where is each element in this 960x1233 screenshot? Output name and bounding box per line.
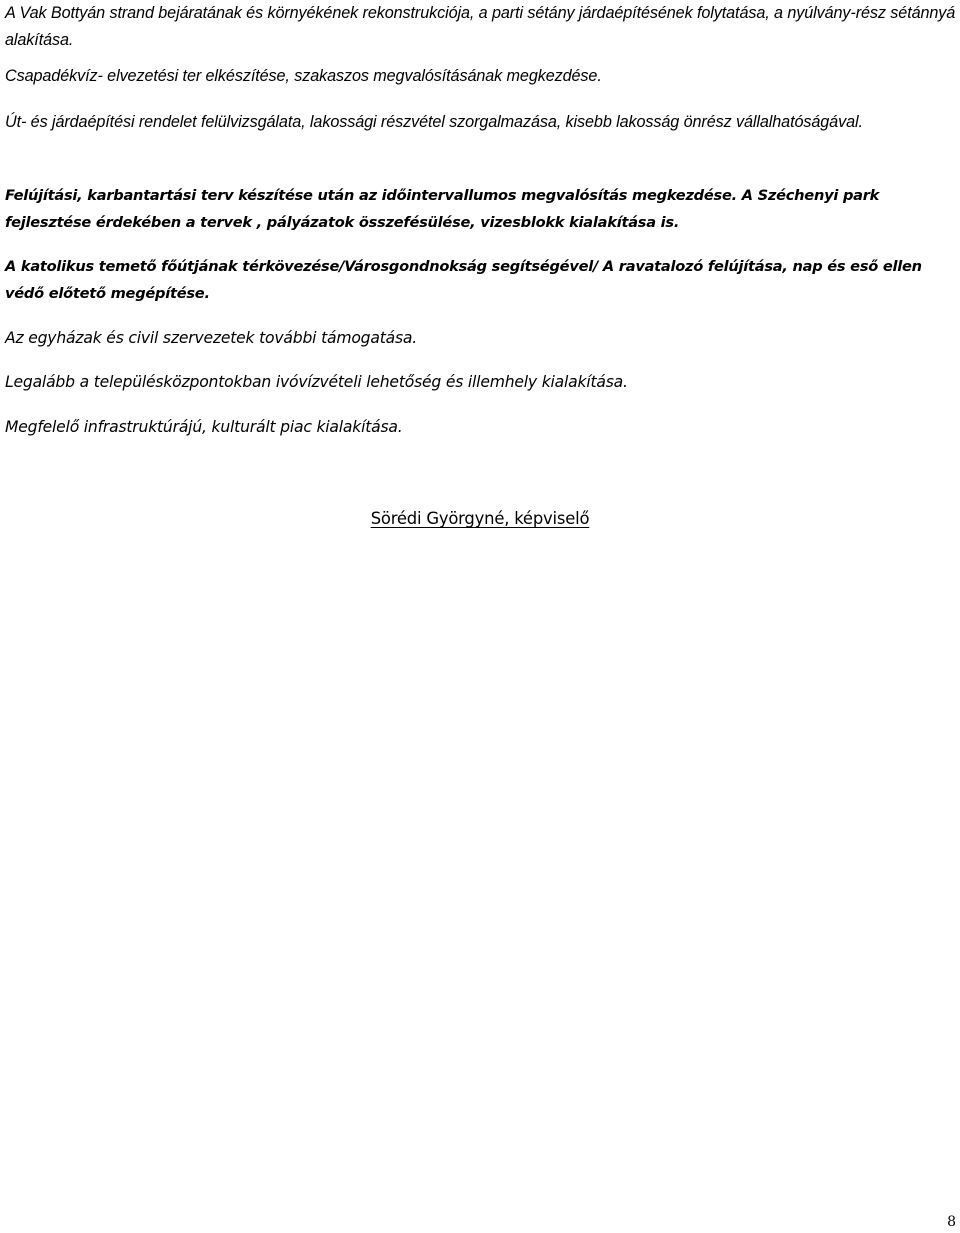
paragraph-cemetery-road: A katolikus temető főútjának térkövezése/Városgondnokság segítségével/ A ravatalozó felújítása, nap és eső ellen védő előtető megépítése. <box>5 258 922 302</box>
paragraph-stormwater-drainage: Csapadékvíz- elvezetési ter elkészítése, szakaszos megvalósításának megkezdése. <box>5 67 602 85</box>
paragraph-drinking-water: Legalább a településközpontokban ivóvízvételi lehetőség és illemhely kialakítása. <box>5 373 628 391</box>
paragraph-church-support: Az egyházak és civil szervezetek további támogatása. <box>5 329 418 347</box>
paragraph-strand-reconstruction: A Vak Bottyán strand bejáratának és környékének rekonstrukciója, a parti sétány járdaépítésének folytatása, a nyúlvány-rész sétánnyá alakítása. <box>5 4 956 49</box>
paragraph-renovation-plan: Felújítási, karbantartási terv készítése után az időintervallumos megvalósítás megkezdése. A Széchenyi park fejlesztése érdekében a tervek , pályázatok összefésülése, vizesblokk kialakítása is. <box>5 187 880 231</box>
paragraph-market: Megfelelő infrastruktúrájú, kulturált piac kialakítása. <box>5 418 403 436</box>
paragraph-road-regulation: Út- és járdaépítési rendelet felülvizsgálata, lakossági részvétel szorgalmazása, kisebb lakosság önrész vállalhatóságával. <box>5 113 863 131</box>
page-number: 8 <box>947 1214 956 1230</box>
signature-line: Sörédi Györgyné, képviselő <box>370 509 590 528</box>
